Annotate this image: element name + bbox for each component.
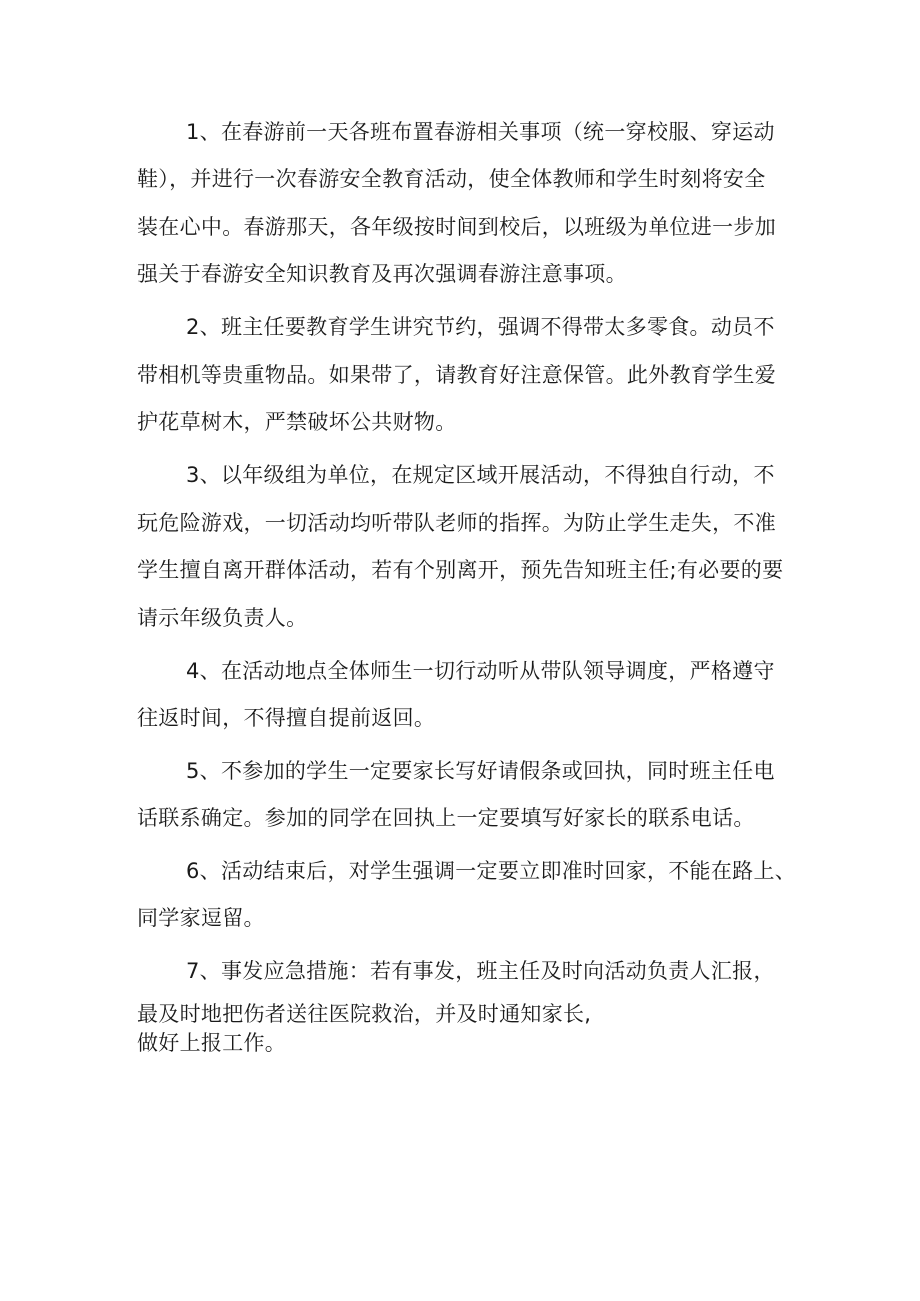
paragraph-line: 5、不参加的学生一定要家长写好请假条或回执，同时班主任电	[186, 759, 775, 783]
paragraph-line: 装在心中。春游那天，各年级按时间到校后，以班级为单位进一步加	[137, 215, 776, 239]
paragraph-line: 强关于春游安全知识教育及再次强调春游注意事项。	[137, 262, 627, 286]
paragraph-line: 3、以年级组为单位，在规定区域开展活动，不得独自行动，不	[186, 463, 775, 487]
paragraph-line: 请示年级负责人。	[137, 606, 308, 630]
paragraph-line: 护花草树木，严禁破坏公共财物。	[137, 410, 457, 434]
paragraph-line: 同学家逗留。	[137, 906, 265, 930]
paragraph-line: 7、事发应急措施：若有事发，班主任及时向活动负责人汇报，	[186, 959, 775, 983]
paragraph-line: 做好上报工作。	[137, 1031, 287, 1055]
paragraph-line: 2、班主任要教育学生讲究节约，强调不得带太多零食。动员不	[186, 315, 775, 339]
paragraph-line: 4、在活动地点全体师生一切行动听从带队领导调度，严格遵守	[186, 659, 775, 683]
paragraph-line: 最及时地把伤者送往医院救治，并及时通知家长,	[137, 1002, 592, 1026]
paragraph-line: 往返时间，不得擅自提前返回。	[137, 706, 436, 730]
paragraph-line: 话联系确定。参加的同学在回执上一定要填写好家长的联系电话。	[137, 806, 755, 830]
paragraph-line: 1、在春游前一天各班布置春游相关事项（统一穿校服、穿运动	[186, 120, 775, 144]
paragraph-line: 玩危险游戏，一切活动均听带队老师的指挥。为防止学生走失，不准	[137, 511, 776, 535]
paragraph-line: 鞋），并进行一次春游安全教育活动，使全体教师和学生时刻将安全	[137, 167, 766, 191]
paragraph-line: 学生擅自离开群体活动，若有个别离开，预先告知班主任;有必要的要	[137, 558, 784, 582]
paragraph-line: 带相机等贵重物品。如果带了，请教育好注意保管。此外教育学生爱	[137, 363, 776, 387]
paragraph-line: 6、活动结束后，对学生强调一定要立即准时回家，不能在路上、	[186, 859, 797, 883]
